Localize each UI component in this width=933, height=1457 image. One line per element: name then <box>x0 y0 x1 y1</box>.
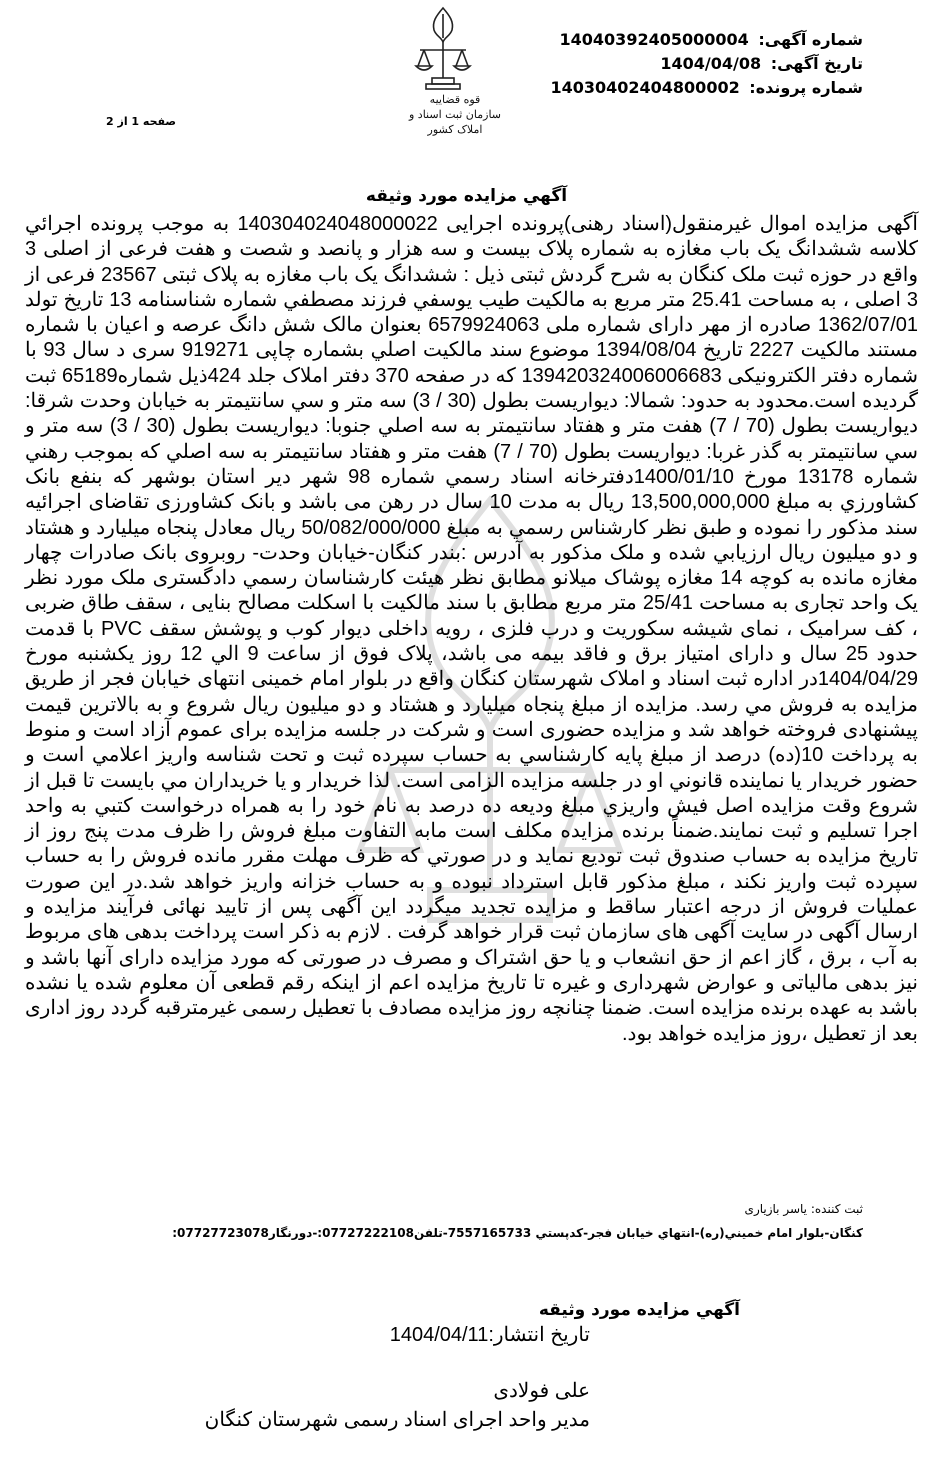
notice-date: 1404/04/08 <box>660 54 762 73</box>
notice-title: آگهي مزايده مورد وثيقه <box>365 186 568 206</box>
registrar-label: ثبت کننده: <box>810 1202 863 1216</box>
case-number-label: شماره پرونده: <box>749 78 863 97</box>
footer-title: آگهي مزايده مورد وثيقه <box>538 1300 740 1320</box>
notice-date-row <box>563 52 863 76</box>
registrar-line <box>463 1202 863 1216</box>
signer-name: علی فولادی <box>493 1380 590 1402</box>
page-number: صفحه 1 از 2 <box>106 115 177 128</box>
notice-date-label: تاریخ آگهی: <box>770 54 863 73</box>
notice-body: آگهی مزایده اموال غیرمنقول(اسناد رهنی)پرونده اجرایی 140304024048000022 به موجب پرونده اجرائي كلاسه ششدانگ یک باب مغازه به شماره پلاک بیست و سه هزار و پانصد و شصت و هفت فرعی از اصلی 3 واقع در حوزه ثبت ملک کنگان به شرح گردش ثبتی ذیل : ششدانگ یک باب مغازه به پلاک ثبتی 23567 فرعی از 3 اصلی ، به مساحت 25.41 متر مربع به مالکیت طیب یوسفي فرزند مصطفي شماره شناسنامه 13 تاریخ تولد 1362/07/01 صادره از مهر دارای شماره ملی 6579924063 بعنوان مالک شش دانگ عرصه و اعیان با شماره مستند مالکیت 2227 تاریخ 1394/08/04 موضوع سند مالکیت اصلي بشماره چاپی 919271 سری د سال 93 با شماره دفتر الکترونیکی 139420324006006683 که در صفحه 370 دفتر املاک جلد 424ذیل شماره65189 ثبت گردیده است.محدود به حدود: شمالا: دیواریست بطول (30 / 3) سه متر و سي سانتيمتر به خیابان وحدت شرقا: دیواریست بطول (70 / 7) هفت متر و هفتاد سانتيمتر به سه اصلي جنوبا: دیواریست بطول (30 / 3) سه متر و سي سانتيمتر به گذر غربا: دیواریست بطول (70 / 7) هفت متر و هفتاد سانتيمتر به سه اصلي که بموجب رهني شماره 13178 مورخ 1400/01/10دفترخانه اسناد رسمي شماره 98 شهر دیر استان بوشهر که بنفع بانک کشاورزي به مبلغ 13,500,000,000 ریال به مدت 10 سال در رهن می باشد و بانک کشاورزی تقاضای اجرائیه سند مذکور را نموده و طبق نظر کارشناس رسمي به مبلغ 50/082/000/000 ریال معادل پنجاه میلیارد و هشتاد و دو میلیون ریال ارزیابي شده و ملک مذکور به آدرس :بندر کنگان-خیابان وحدت- روبروی بانک صادرات چهار مغازه مانده به کوچه 14 مغازه پوشاک میلانو مطابق نظر هیئت کارشناسان رسمي دادگستری ملک مورد نظر یک واحد تجاری به مساحت 25/41 متر مربع مطابق با سند مالکیت با اسکلت مصالح بنایی ، سقف طاق ضربی ، کف سرامیک ، نمای شیشه سکوریت و درب فلزی ، رویه داخلی دیوار کوب و پوشش سقف PVC با قدمت حدود 25 سال و دارای امتیاز برق و فاقد بیمه می باشد، پلاک فوق از ساعت 9 الي 12 روز یکشنبه مورخ 1404/04/29در اداره ثبت اسناد و املاک شهرستان کنگان واقع در بلوار امام خمینی انتهای خیابان فجر از طريق مزايده به فروش مي رسد. مزایده از مبلغ پنجاه میلیارد و هشتاد و دو میلیون ریال شروع و به بالاترين قيمت پيشنهادی فروخته خواهد شد و مزایده حضوری است و شرکت در جلسه مزایده برای عموم آزاد است و منوط به پرداخت 10(ده) درصد از مبلغ پایه کارشناسي به حساب سپرده ثبت و تحت شناسه واریز اعلامي است و حضور خریدار یا نماینده قانوني او در جلسه مزایده الزامی است. لذا خریدار و یا خریداران مي بایست تا قبل از شروع وقت مزایده اصل فیش واریزي مبلغ ودیعه ده درصد به نام خود را به همراه درخواست کتبي به واحد اجرا تسلیم و ثبت نمایند.ضمناً برنده مزایده مکلف است مابه التفاوت مبلغ فروش را ظرف مدت پنج روز از تاریخ مزایده به حساب صندوق ثبت تودیع نماید و در صورتي که ظرف مهلت مقرر مانده فروش را به حساب سپرده ثبت واریز نکند ، مبلغ مذکور قابل استرداد نبوده و به حساب خزانه واریز خواهد شد.در این صورت عملیات فروش از درجه اعتبار ساقط و مزایده تجدید میگردد این آگهی پس از تایید نهائی فرآیند مزایده و ارسال آگهی در سایت آگهی های سازمان ثبت قرار خواهد گرفت . لازم به ذکر است پرداخت بدهی های مربوط به آب ، برق ، گاز اعم از حق انشعاب و یا حق اشتراک و مصرف در صورتی که مورد مزایده دارای آنها باشد و نیز بدهی مالیاتی و عوارض شهرداری و غیره تا تاریخ مزایده اعم از اینکه رقم قطعی آن معلوم شده یا نشده باشد به عهده برنده مزایده است. ضمنا چنانچه روز مزایده مصادف با تعطیل رسمی غیرمترقبه گردد روز اداری بعد از تعطیل ،روز مزایده خواهد بود. <box>25 213 919 1045</box>
office-address: کنگان-بلوار امام خميني(ره)-انتهاي خيابان فجر-کدپستي 7557165733-تلفن07727222108:-دورنگار07727723078: <box>172 1226 863 1240</box>
case-number-row <box>550 76 863 100</box>
signer-title: مدیر واحد اجرای اسناد رسمی شهرستان کنگان <box>204 1409 590 1431</box>
notice-meta <box>550 28 863 100</box>
notice-number-row <box>559 28 863 52</box>
publish-date: تاریخ انتشار:1404/04/11 <box>389 1324 590 1346</box>
case-number: 14030402404800002 <box>550 78 740 97</box>
organization-line2: سازمان ثبت اسناد و املاک کشور <box>408 108 502 136</box>
registrar-name: یاسر بازیاری <box>744 1202 808 1216</box>
organization-name <box>395 92 515 137</box>
judiciary-emblem-icon <box>412 4 474 92</box>
notice-number-label: شماره آگهی: <box>758 30 863 49</box>
organization-line1: قوه قضاییه <box>429 93 481 106</box>
notice-number: 14040392405000004 <box>559 30 749 49</box>
